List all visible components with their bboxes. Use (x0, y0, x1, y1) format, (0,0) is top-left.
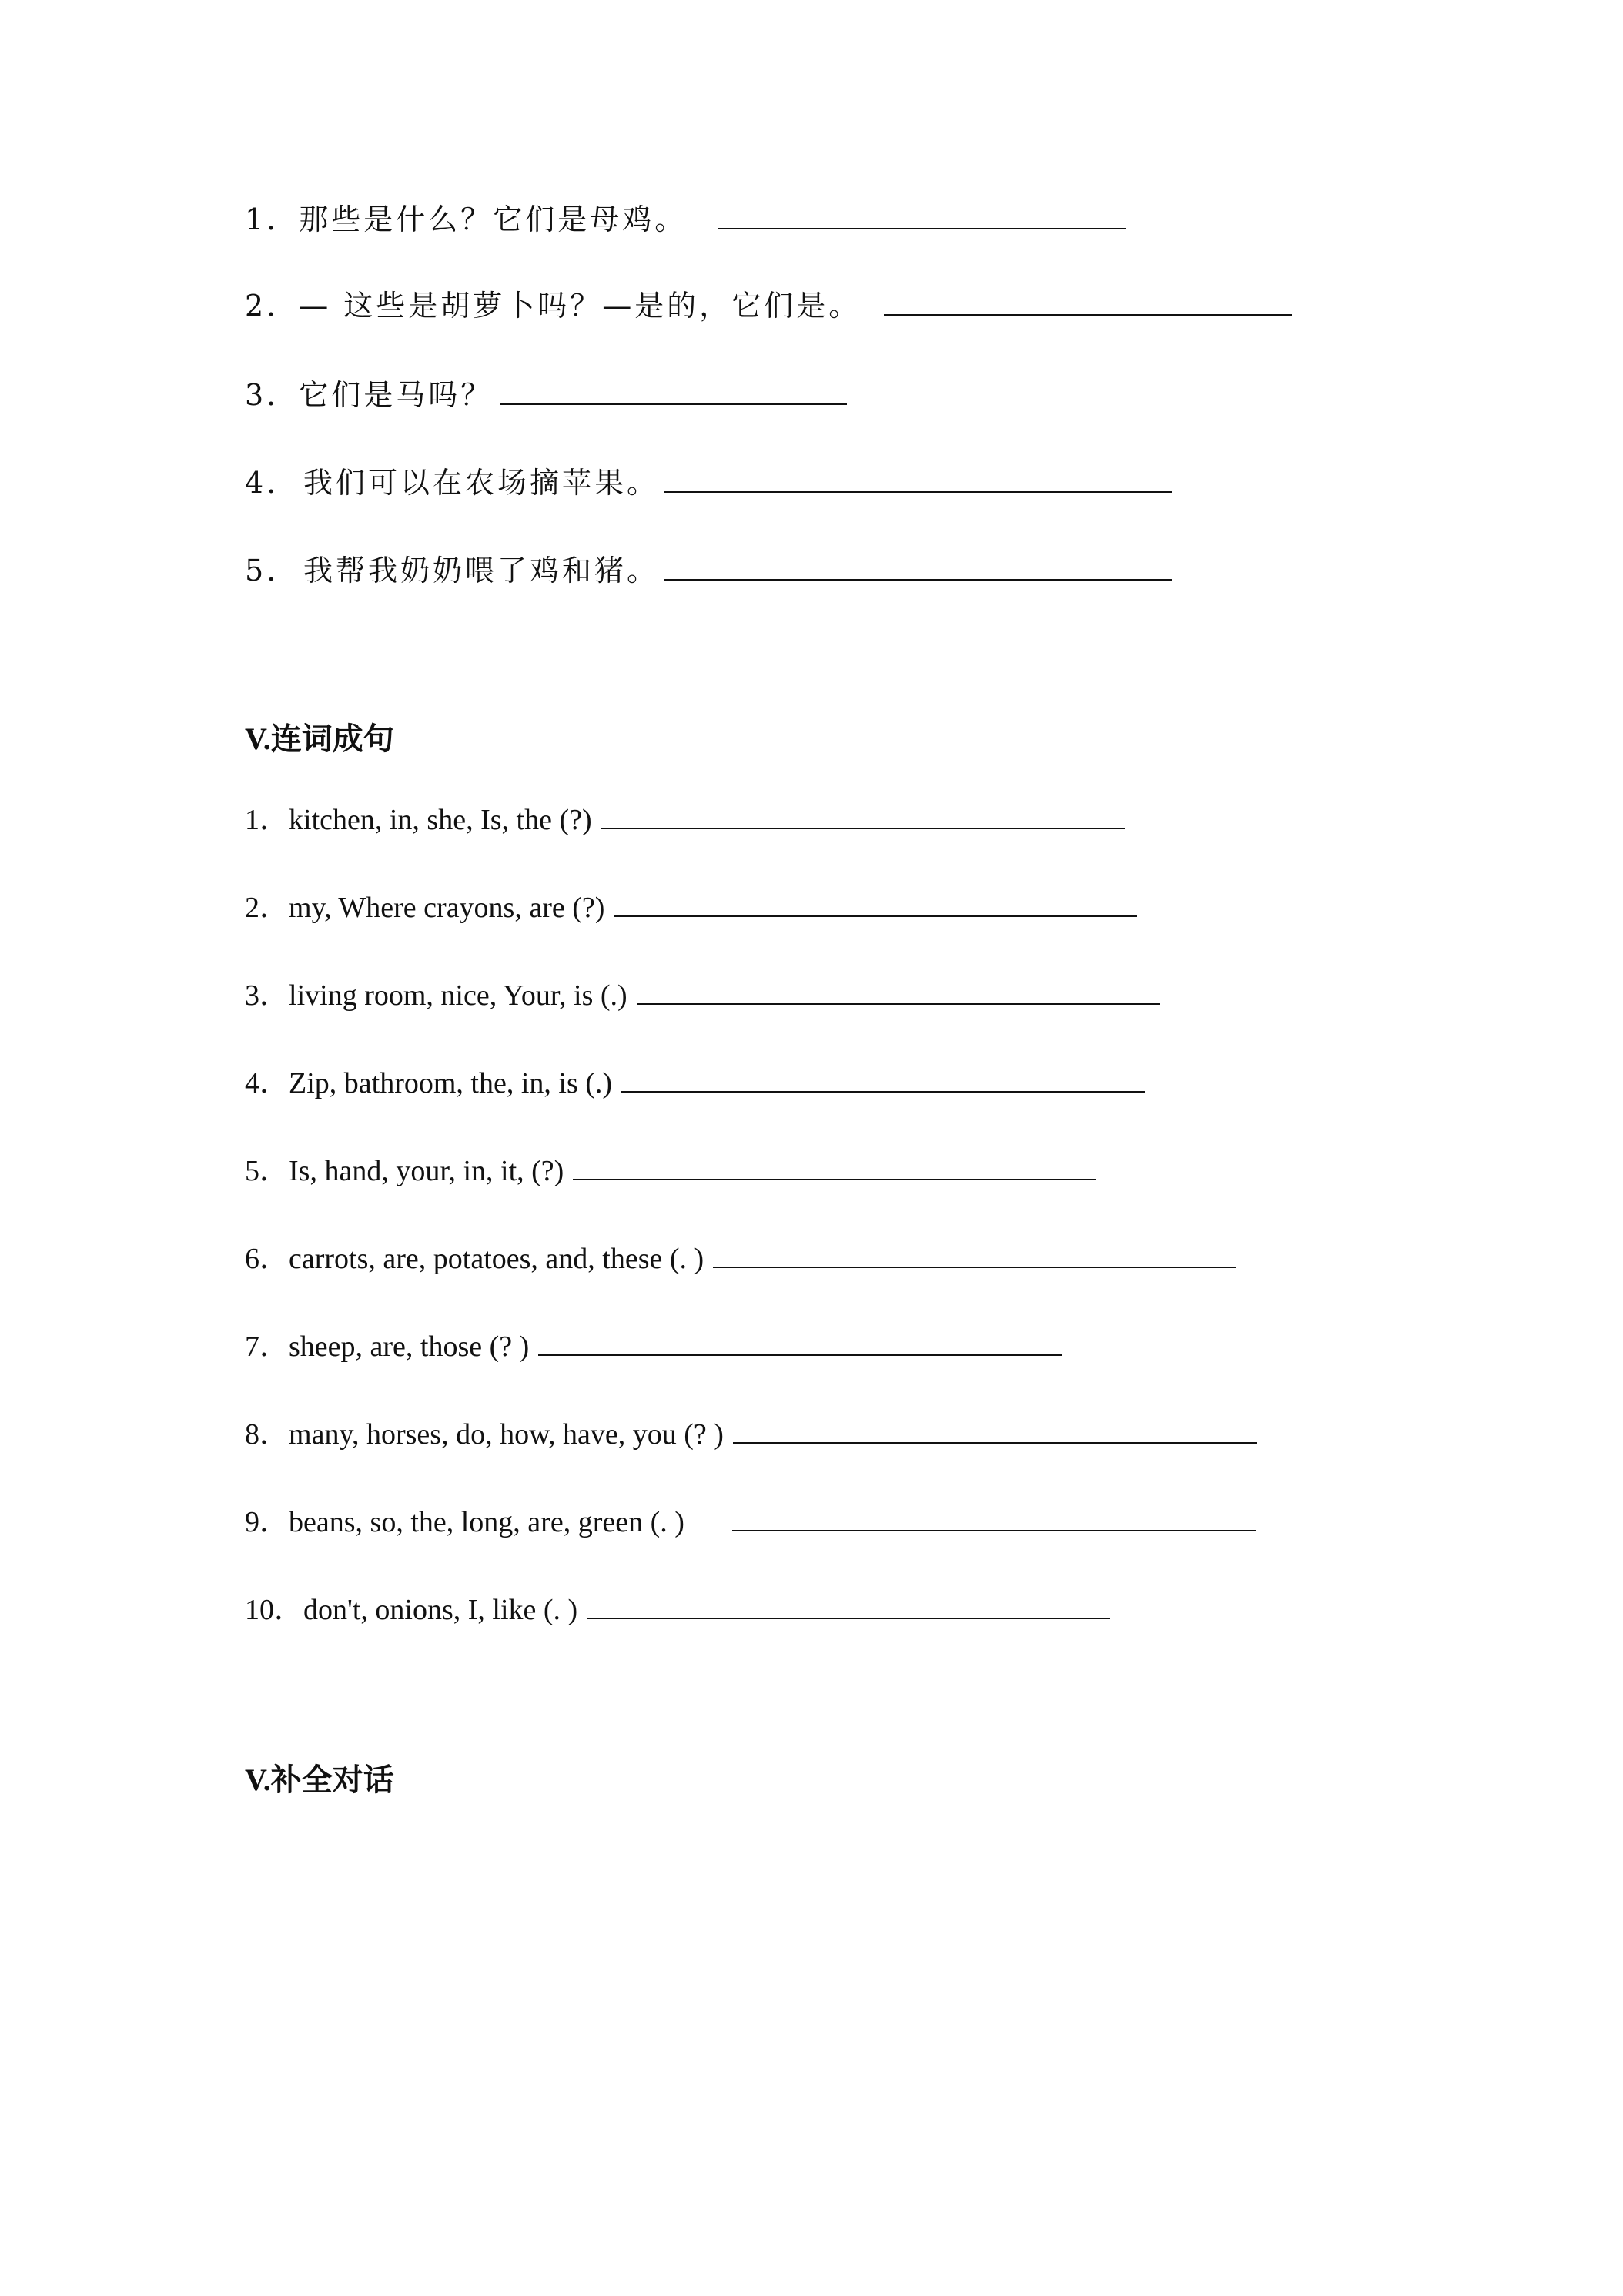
section-heading-dialogue: V.补全对话 (245, 1762, 394, 1797)
item-text: Is, hand, your, in, it, (?) (289, 1155, 564, 1187)
translation-item-5 (245, 556, 1172, 585)
ordering-item-2 (245, 893, 1137, 922)
item-text: Zip, bathroom, the, in, is (.) (289, 1067, 613, 1099)
ordering-item-8 (245, 1420, 1257, 1449)
answer-blank[interactable] (538, 1348, 1062, 1356)
answer-blank[interactable] (587, 1612, 1110, 1619)
item-text: 我帮我奶奶喂了鸡和猪。 (303, 554, 660, 587)
ordering-item-10 (245, 1595, 1110, 1625)
item-text: 我们可以在农场摘苹果。 (303, 466, 660, 500)
item-text: don't, onions, I, like (. ) (303, 1594, 578, 1626)
item-text: many, horses, do, how, have, you (? ) (289, 1418, 724, 1451)
answer-blank[interactable] (614, 909, 1137, 917)
answer-blank[interactable] (664, 485, 1172, 493)
ordering-item-1 (245, 805, 1125, 835)
item-number: 5． (245, 1155, 289, 1187)
item-number: 9． (245, 1506, 289, 1538)
answer-blank[interactable] (500, 397, 847, 405)
item-text: 那些是什么？它们是母鸡。 (299, 202, 688, 236)
ordering-item-7 (245, 1332, 1062, 1361)
translation-item-4 (245, 466, 1172, 500)
item-number: 10． (245, 1594, 304, 1626)
item-number: 6． (245, 1243, 289, 1275)
answer-blank[interactable] (601, 822, 1125, 829)
translation-item-1 (245, 202, 1126, 236)
item-text: my, Where crayons, are (?) (289, 892, 605, 924)
item-number: 4. (245, 466, 279, 500)
answer-blank[interactable] (621, 1085, 1145, 1093)
answer-blank[interactable] (718, 222, 1126, 229)
answer-blank[interactable] (732, 1524, 1256, 1531)
item-number: 3． (245, 378, 300, 412)
ordering-item-3 (245, 981, 1160, 1010)
item-number: 1． (245, 202, 300, 236)
answer-blank[interactable] (573, 1173, 1096, 1180)
item-number: 2． (245, 892, 289, 924)
translation-item-2 (245, 289, 1292, 323)
item-number: 3． (245, 979, 289, 1012)
ordering-item-6 (245, 1244, 1236, 1274)
item-text: 它们是马吗？ (299, 378, 494, 412)
item-text: living room, nice, Your, is (.) (289, 979, 627, 1012)
answer-blank[interactable] (664, 573, 1172, 581)
item-text: carrots, are, potatoes, and, these (. ) (289, 1243, 704, 1275)
ordering-item-4 (245, 1069, 1145, 1098)
answer-blank[interactable] (713, 1260, 1236, 1268)
ordering-item-9 (245, 1508, 1256, 1537)
item-text: — 这些是胡萝卜吗？—是的，它们是。 (299, 289, 862, 323)
item-number: 5. (245, 554, 279, 587)
item-number: 7． (245, 1330, 289, 1363)
translation-item-3 (245, 380, 847, 410)
item-number: 4． (245, 1067, 289, 1099)
answer-blank[interactable] (733, 1436, 1257, 1444)
item-text: beans, so, the, long, are, green (. ) (289, 1506, 684, 1538)
item-number: 1． (245, 804, 289, 836)
item-number: 8． (245, 1418, 289, 1451)
section-heading-ordering: V.连词成句 (245, 721, 394, 756)
answer-blank[interactable] (637, 997, 1160, 1005)
ordering-item-5 (245, 1156, 1096, 1186)
item-number: 2． (245, 289, 300, 323)
item-text: kitchen, in, she, Is, the (?) (289, 804, 592, 836)
item-text: sheep, are, those (? ) (289, 1330, 530, 1363)
answer-blank[interactable] (884, 308, 1292, 316)
